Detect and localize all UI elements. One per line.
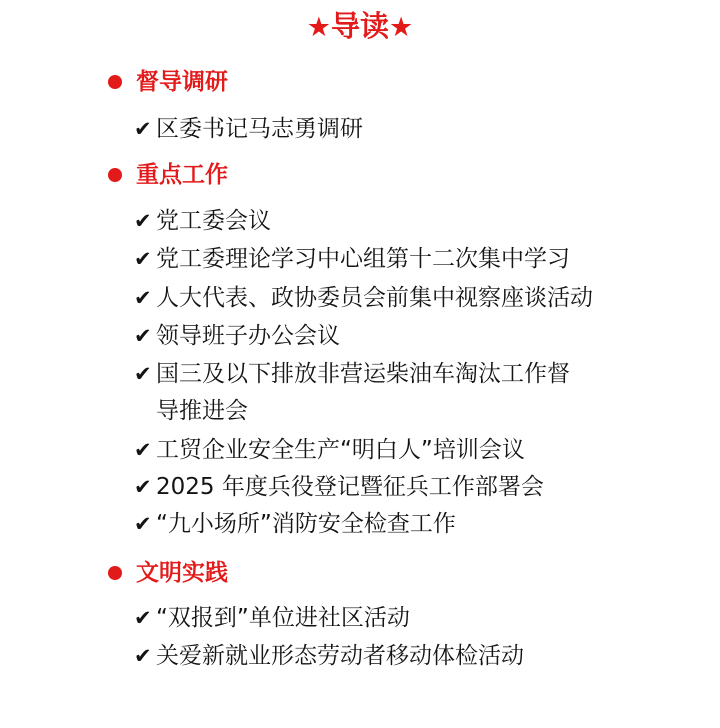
checkmark-icon: ✔ xyxy=(134,512,152,536)
list-item xyxy=(134,203,271,239)
star-icon: ★ xyxy=(389,12,414,43)
list-item xyxy=(134,241,570,277)
list-item xyxy=(134,506,456,542)
list-item-text: 关爱新就业形态劳动者移动体检活动 xyxy=(156,643,524,669)
checkmark-icon: ✔ xyxy=(134,286,152,310)
list-item xyxy=(134,318,340,354)
bullet-icon xyxy=(108,75,122,89)
checkmark-icon: ✔ xyxy=(134,606,152,630)
list-item-text: 2025 年度兵役登记暨征兵工作部署会 xyxy=(156,474,544,500)
star-icon: ★ xyxy=(306,12,331,43)
list-item-text: “双报到”单位进社区活动 xyxy=(156,605,410,631)
list-item-text: 党工委会议 xyxy=(156,208,271,234)
section-label: 文明实践 xyxy=(136,560,228,586)
list-item xyxy=(134,111,363,147)
list-item xyxy=(134,356,570,392)
page-title xyxy=(0,6,720,48)
list-item-text: 区委书记马志勇调研 xyxy=(156,116,363,142)
list-item-text: 国三及以下排放非营运柴油车淘汰工作督 xyxy=(156,361,570,387)
list-item-continuation: 导推进会 xyxy=(156,398,248,424)
checkmark-icon: ✔ xyxy=(134,362,152,386)
checkmark-icon: ✔ xyxy=(134,247,152,271)
list-item-text: “九小场所”消防安全检查工作 xyxy=(156,511,456,537)
checkmark-icon: ✔ xyxy=(134,209,152,233)
checkmark-icon: ✔ xyxy=(134,438,152,462)
list-item-text: 人大代表、政协委员会前集中视察座谈活动 xyxy=(156,285,593,311)
checkmark-icon: ✔ xyxy=(134,644,152,668)
checkmark-icon: ✔ xyxy=(134,324,152,348)
checkmark-icon: ✔ xyxy=(134,475,152,499)
list-item xyxy=(134,469,544,505)
checkmark-icon: ✔ xyxy=(134,117,152,141)
page-title-text: 导读 xyxy=(330,9,389,43)
list-item-text: 工贸企业安全生产“明白人”培训会议 xyxy=(156,437,525,463)
list-item xyxy=(134,432,525,468)
list-item-text: 领导班子办公会议 xyxy=(156,323,340,349)
list-item xyxy=(134,638,524,674)
list-item-text: 党工委理论学习中心组第十二次集中学习 xyxy=(156,246,570,272)
list-item xyxy=(134,280,593,316)
section-label: 重点工作 xyxy=(136,162,228,188)
list-item xyxy=(134,600,410,636)
bullet-icon xyxy=(108,566,122,580)
bullet-icon xyxy=(108,168,122,182)
section-label: 督导调研 xyxy=(136,69,228,95)
